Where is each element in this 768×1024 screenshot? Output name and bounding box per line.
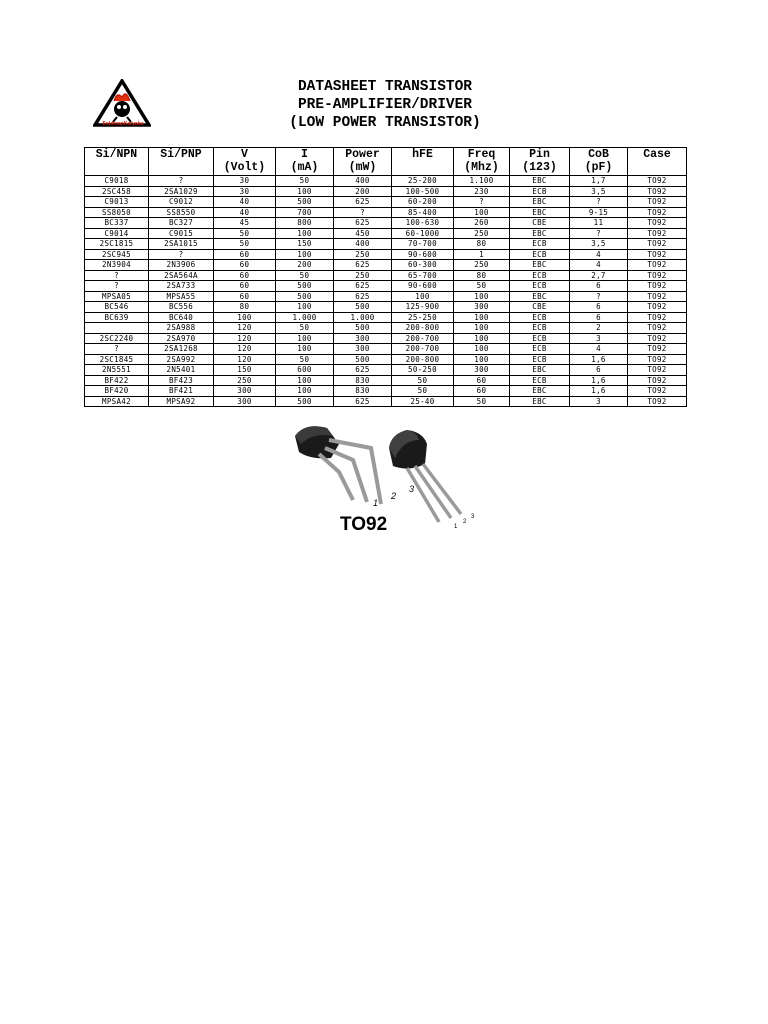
table-cell: 100-630 <box>392 218 454 229</box>
table-cell: 625 <box>334 291 392 302</box>
table-cell <box>85 323 149 334</box>
table-cell: 625 <box>334 218 392 229</box>
column-header <box>85 148 149 176</box>
table-cell: 300 <box>334 333 392 344</box>
table-cell: 200-800 <box>392 323 454 334</box>
table-cell: 60 <box>214 270 276 281</box>
column-header-label: Pin <box>529 148 550 161</box>
table-cell: 100 <box>214 312 276 323</box>
table-cell: 4 <box>570 344 628 355</box>
table-cell: TO92 <box>628 207 687 218</box>
table-cell: TO92 <box>628 197 687 208</box>
table-cell: ? <box>570 291 628 302</box>
table-cell: 500 <box>334 323 392 334</box>
table-cell: 250 <box>334 249 392 260</box>
table-cell: ? <box>149 249 214 260</box>
table-cell: ? <box>454 197 510 208</box>
table-cell: EBC <box>510 396 570 407</box>
table-cell: TO92 <box>628 312 687 323</box>
column-header-label: Si/PNP <box>160 148 202 161</box>
table-cell: 500 <box>334 302 392 313</box>
table-cell: 1,6 <box>570 354 628 365</box>
column-header-label: V <box>241 148 248 161</box>
table-cell: 300 <box>334 344 392 355</box>
column-header-label: I <box>301 148 308 161</box>
table-cell: 2N3906 <box>149 260 214 271</box>
table-cell: 100 <box>454 207 510 218</box>
table-cell: 1.000 <box>276 312 334 323</box>
column-header <box>570 148 628 176</box>
table-cell: 80 <box>454 270 510 281</box>
table-cell: 500 <box>334 354 392 365</box>
table-row <box>85 291 687 302</box>
column-header-label: Power <box>345 148 380 161</box>
table-cell: 90-600 <box>392 281 454 292</box>
table-cell: 60 <box>214 260 276 271</box>
table-cell: 150 <box>276 239 334 250</box>
table-cell: 6 <box>570 312 628 323</box>
table-cell: 300 <box>214 386 276 397</box>
table-cell: 40 <box>214 207 276 218</box>
table-row <box>85 396 687 407</box>
table-cell: BC640 <box>149 312 214 323</box>
table-header-row <box>85 148 687 176</box>
table-cell: MPSA55 <box>149 291 214 302</box>
table-cell: 230 <box>454 186 510 197</box>
table-row <box>85 302 687 313</box>
column-header <box>510 148 570 176</box>
table-cell: 200 <box>334 186 392 197</box>
table-cell: TO92 <box>628 291 687 302</box>
table-cell: 625 <box>334 281 392 292</box>
pin-label-right-2: 2 <box>463 519 467 525</box>
table-cell: BC556 <box>149 302 214 313</box>
table-cell: 100 <box>276 386 334 397</box>
table-cell: CBE <box>510 218 570 229</box>
table-row <box>85 197 687 208</box>
table-cell: 300 <box>454 302 510 313</box>
table-cell: 200-800 <box>392 354 454 365</box>
table-cell: EBC <box>510 386 570 397</box>
table-cell: 100 <box>276 333 334 344</box>
table-cell: TO92 <box>628 260 687 271</box>
table-cell: EBC <box>510 207 570 218</box>
table-row <box>85 312 687 323</box>
table-cell: 1 <box>454 249 510 260</box>
table-cell: SS8550 <box>149 207 214 218</box>
table-cell: TO92 <box>628 239 687 250</box>
table-cell: MPSA42 <box>85 396 149 407</box>
table-cell: 50 <box>214 239 276 250</box>
table-cell: 120 <box>214 323 276 334</box>
table-cell: 2SA1268 <box>149 344 214 355</box>
pin-label-left-1: 1 <box>373 498 379 508</box>
table-cell: 120 <box>214 344 276 355</box>
table-cell: 100 <box>454 344 510 355</box>
table-row <box>85 270 687 281</box>
table-cell: 40 <box>214 197 276 208</box>
table-cell: ECB <box>510 323 570 334</box>
column-header-unit: (pF) <box>584 161 613 174</box>
table-cell: 2SA1029 <box>149 186 214 197</box>
table-cell: TO92 <box>628 344 687 355</box>
table-cell: 100 <box>454 323 510 334</box>
table-cell: ? <box>85 344 149 355</box>
column-header-label: CoB <box>588 148 609 161</box>
title-line-2: PRE-AMPLIFIER/DRIVER <box>297 97 473 113</box>
table-cell: 60 <box>454 375 510 386</box>
table-cell: TO92 <box>628 218 687 229</box>
table-cell: 800 <box>276 218 334 229</box>
table-cell: EBC <box>510 228 570 239</box>
table-cell: 100 <box>454 312 510 323</box>
table-cell: 400 <box>334 176 392 187</box>
table-row <box>85 186 687 197</box>
table-row <box>85 365 687 376</box>
column-header-label: Case <box>643 148 671 161</box>
table-cell: 625 <box>334 396 392 407</box>
table-cell: 100 <box>276 249 334 260</box>
table-cell: 2SA970 <box>149 333 214 344</box>
table-cell: 25-250 <box>392 312 454 323</box>
table-cell: 1,7 <box>570 176 628 187</box>
table-cell: ECB <box>510 354 570 365</box>
table-cell: ECB <box>510 249 570 260</box>
table-cell: 60 <box>214 291 276 302</box>
table-cell: 60-300 <box>392 260 454 271</box>
pin-label-right-3: 3 <box>471 514 475 520</box>
table-cell: 50 <box>276 323 334 334</box>
table-cell: 2SA988 <box>149 323 214 334</box>
column-header <box>628 148 687 176</box>
table-cell: 300 <box>454 365 510 376</box>
table-cell: 1.100 <box>454 176 510 187</box>
table-cell: TO92 <box>628 365 687 376</box>
table-cell: ? <box>149 176 214 187</box>
table-cell: 2 <box>570 323 628 334</box>
table-row <box>85 218 687 229</box>
table-cell: 700 <box>276 207 334 218</box>
table-cell: ? <box>85 270 149 281</box>
table-cell: 50 <box>276 176 334 187</box>
table-cell: 1,6 <box>570 386 628 397</box>
column-header-unit: (mW) <box>348 161 377 174</box>
table-cell: 200-700 <box>392 344 454 355</box>
table-cell: 120 <box>214 333 276 344</box>
table-cell: 2N5401 <box>149 365 214 376</box>
table-cell: ? <box>334 207 392 218</box>
table-cell: 50 <box>276 270 334 281</box>
column-header-unit: (mA) <box>290 161 319 174</box>
table-cell: TO92 <box>628 354 687 365</box>
table-row <box>85 281 687 292</box>
table-cell: 85-400 <box>392 207 454 218</box>
table-cell: ECB <box>510 375 570 386</box>
table-cell: TO92 <box>628 302 687 313</box>
table-cell: TO92 <box>628 281 687 292</box>
table-cell: 11 <box>570 218 628 229</box>
table-cell: 3,5 <box>570 186 628 197</box>
table-cell: 70-700 <box>392 239 454 250</box>
table-cell: 60 <box>214 249 276 260</box>
table-cell: TO92 <box>628 228 687 239</box>
table-cell: 200 <box>276 260 334 271</box>
table-cell: 60-1000 <box>392 228 454 239</box>
table-cell: BF422 <box>85 375 149 386</box>
table-cell: ECB <box>510 239 570 250</box>
pin-label-left-3: 3 <box>409 484 415 494</box>
table-cell: 9-15 <box>570 207 628 218</box>
table-cell: ECB <box>510 186 570 197</box>
table-cell: 80 <box>454 239 510 250</box>
table-cell: 1,6 <box>570 375 628 386</box>
pin-label-left-2: 2 <box>391 491 397 501</box>
column-header-unit: (Mhz) <box>464 161 499 174</box>
table-cell: 50 <box>454 281 510 292</box>
column-header <box>334 148 392 176</box>
package-label: TO92 <box>340 514 388 535</box>
table-row <box>85 260 687 271</box>
table-cell: 50 <box>276 354 334 365</box>
table-cell: BC337 <box>85 218 149 229</box>
table-cell: TO92 <box>628 375 687 386</box>
table-cell: 2N5551 <box>85 365 149 376</box>
table-cell: C9012 <box>149 197 214 208</box>
table-cell: 6 <box>570 302 628 313</box>
logo-text: SolderanKaryaku <box>102 121 144 127</box>
table-cell: C9013 <box>85 197 149 208</box>
table-cell: 250 <box>454 228 510 239</box>
table-cell: EBC <box>510 197 570 208</box>
table-cell: 4 <box>570 260 628 271</box>
table-row <box>85 386 687 397</box>
table-cell: 25-40 <box>392 396 454 407</box>
table-cell: BC639 <box>85 312 149 323</box>
table-cell: 50 <box>392 386 454 397</box>
table-cell: 60-200 <box>392 197 454 208</box>
table-cell: 830 <box>334 386 392 397</box>
datasheet-table <box>84 147 687 407</box>
column-header <box>276 148 334 176</box>
table-cell: 100 <box>276 186 334 197</box>
column-header-unit: (Volt) <box>223 161 266 174</box>
table-cell: 50 <box>392 375 454 386</box>
table-cell: 500 <box>276 281 334 292</box>
column-header <box>149 148 214 176</box>
table-cell: 2SC945 <box>85 249 149 260</box>
table-row <box>85 323 687 334</box>
table-cell: 100 <box>276 375 334 386</box>
table-cell: TO92 <box>628 249 687 260</box>
table-cell: 2N3904 <box>85 260 149 271</box>
column-header <box>392 148 454 176</box>
table-cell: 2SC1815 <box>85 239 149 250</box>
table-cell: 600 <box>276 365 334 376</box>
table-cell: 100-500 <box>392 186 454 197</box>
table-cell: 300 <box>214 396 276 407</box>
table-cell: MPSA05 <box>85 291 149 302</box>
table-cell: EBC <box>510 260 570 271</box>
table-cell: 250 <box>454 260 510 271</box>
column-header-unit: (123) <box>522 161 557 174</box>
table-cell: 3,5 <box>570 239 628 250</box>
table-cell: 450 <box>334 228 392 239</box>
table-cell: C9014 <box>85 228 149 239</box>
table-cell: 2SA1015 <box>149 239 214 250</box>
table-cell: ? <box>85 281 149 292</box>
table-cell: ? <box>570 228 628 239</box>
table-cell: EBC <box>510 176 570 187</box>
table-cell: 100 <box>392 291 454 302</box>
table-cell: ECB <box>510 344 570 355</box>
title-line-3: (LOW POWER TRANSISTOR) <box>289 115 481 131</box>
table-cell: 2SA992 <box>149 354 214 365</box>
table-cell: ECB <box>510 281 570 292</box>
table-cell: 2SC2240 <box>85 333 149 344</box>
table-cell: 2SA733 <box>149 281 214 292</box>
table-cell: BF423 <box>149 375 214 386</box>
table-cell: EBC <box>510 365 570 376</box>
table-cell: 150 <box>214 365 276 376</box>
table-cell: 25-200 <box>392 176 454 187</box>
table-cell: 2SC1845 <box>85 354 149 365</box>
table-cell: 100 <box>276 302 334 313</box>
table-cell: 500 <box>276 197 334 208</box>
table-cell: 2SC458 <box>85 186 149 197</box>
table-cell: 625 <box>334 365 392 376</box>
column-header-label: Si/NPN <box>95 148 138 161</box>
table-cell: TO92 <box>628 386 687 397</box>
table-cell: ECB <box>510 270 570 281</box>
table-cell: ECB <box>510 312 570 323</box>
table-row <box>85 176 687 187</box>
table-cell: TO92 <box>628 186 687 197</box>
table-cell: MPSA92 <box>149 396 214 407</box>
table-cell: TO92 <box>628 176 687 187</box>
table-cell: 500 <box>276 291 334 302</box>
table-cell: 80 <box>214 302 276 313</box>
table-cell: 2SA564A <box>149 270 214 281</box>
table-cell: 45 <box>214 218 276 229</box>
table-cell: TO92 <box>628 323 687 334</box>
table-cell: BF420 <box>85 386 149 397</box>
table-row <box>85 333 687 344</box>
table-cell: 830 <box>334 375 392 386</box>
table-cell: ECB <box>510 333 570 344</box>
table-cell: EBC <box>510 291 570 302</box>
table-cell: 100 <box>454 354 510 365</box>
table-cell: 60 <box>454 386 510 397</box>
table-cell: CBE <box>510 302 570 313</box>
table-cell: 250 <box>214 375 276 386</box>
table-cell: 90-600 <box>392 249 454 260</box>
table-cell: 625 <box>334 197 392 208</box>
table-cell: 260 <box>454 218 510 229</box>
table-cell: BF421 <box>149 386 214 397</box>
table-cell: 65-700 <box>392 270 454 281</box>
table-cell: 50 <box>454 396 510 407</box>
table-cell: BC546 <box>85 302 149 313</box>
column-header <box>214 148 276 176</box>
table-cell: 3 <box>570 333 628 344</box>
table-cell: SS8050 <box>85 207 149 218</box>
table-cell: BC327 <box>149 218 214 229</box>
table-cell: 2,7 <box>570 270 628 281</box>
table-cell: 30 <box>214 176 276 187</box>
table-cell: TO92 <box>628 270 687 281</box>
table-cell: C9018 <box>85 176 149 187</box>
table-cell: 30 <box>214 186 276 197</box>
table-cell: 50-250 <box>392 365 454 376</box>
table-cell: 100 <box>276 344 334 355</box>
table-cell: 250 <box>334 270 392 281</box>
table-cell: 1.000 <box>334 312 392 323</box>
table-cell: 100 <box>454 291 510 302</box>
column-header-label: Freq <box>467 148 496 161</box>
table-row <box>85 228 687 239</box>
table-cell: 625 <box>334 260 392 271</box>
table-cell: ? <box>570 197 628 208</box>
table-cell: 6 <box>570 281 628 292</box>
pin-label-right-1: 1 <box>454 524 458 530</box>
table-cell: 120 <box>214 354 276 365</box>
table-cell: 50 <box>214 228 276 239</box>
table-cell: 100 <box>276 228 334 239</box>
table-cell: TO92 <box>628 333 687 344</box>
table-cell: 400 <box>334 239 392 250</box>
table-row <box>85 354 687 365</box>
table-cell: 3 <box>570 396 628 407</box>
column-header-label: hFE <box>412 148 433 161</box>
table-cell: 6 <box>570 365 628 376</box>
table-cell: TO92 <box>628 396 687 407</box>
table-cell: 60 <box>214 281 276 292</box>
table-row <box>85 207 687 218</box>
table-cell: 100 <box>454 333 510 344</box>
table-cell: 4 <box>570 249 628 260</box>
table-row <box>85 375 687 386</box>
table-cell: C9015 <box>149 228 214 239</box>
table-cell: 125-900 <box>392 302 454 313</box>
column-header <box>454 148 510 176</box>
table-row <box>85 249 687 260</box>
table-cell: 200-700 <box>392 333 454 344</box>
table-row <box>85 239 687 250</box>
table-row <box>85 344 687 355</box>
title-line-1: DATASHEET TRANSISTOR <box>297 79 473 95</box>
table-cell: 500 <box>276 396 334 407</box>
